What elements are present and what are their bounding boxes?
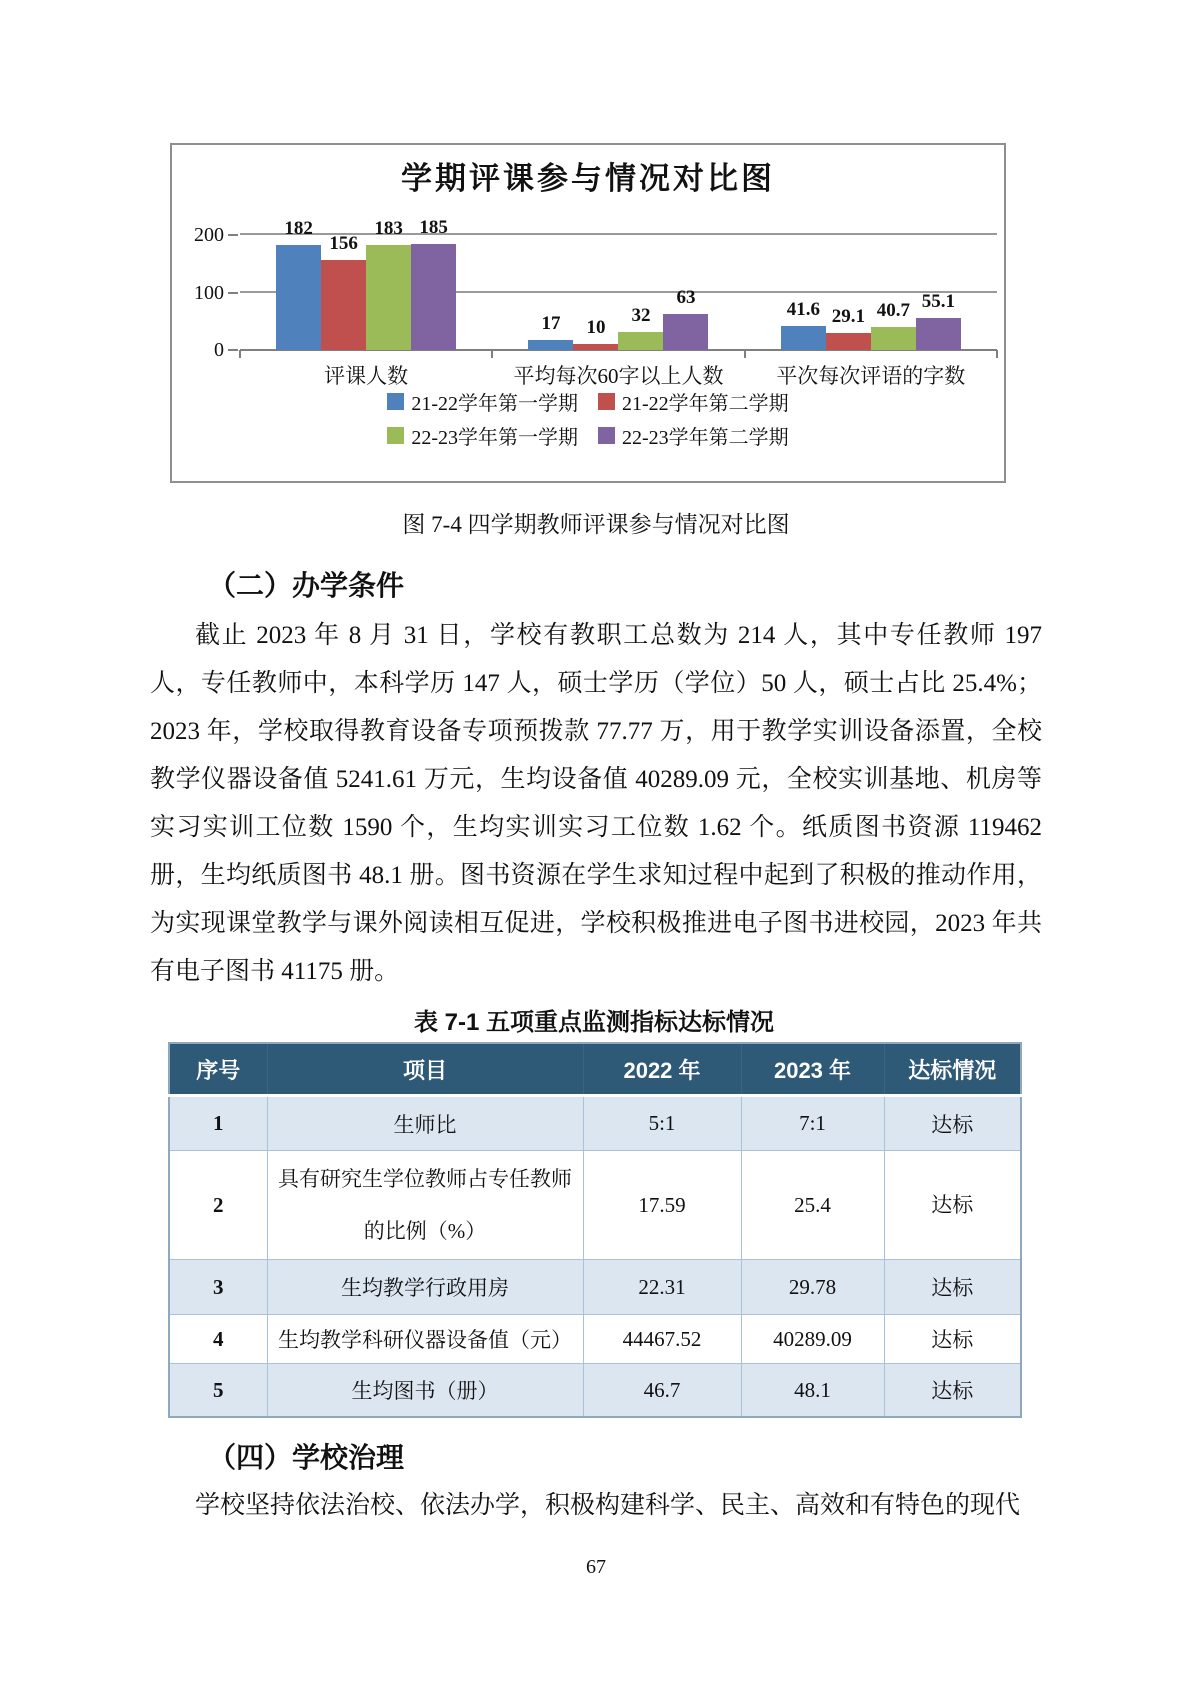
table-caption: 表 7-1 五项重点监测指标达标情况 (413, 1009, 775, 1036)
bar (411, 244, 456, 350)
table-cell: 达标 (884, 1315, 1021, 1364)
bar (573, 344, 618, 350)
legend-swatch (598, 427, 615, 444)
legend-item (387, 387, 578, 416)
bar-wrapper (826, 190, 871, 350)
table-cell: 5:1 (583, 1096, 741, 1151)
y-axis-tick-label: 200 (194, 224, 224, 246)
legend-label: 21-22学年第一学期 (411, 393, 578, 415)
legend-item (598, 421, 789, 450)
chart-plot-area (194, 190, 997, 388)
table-cell: 生师比 (267, 1096, 583, 1151)
legend-swatch (387, 393, 404, 410)
bar (663, 314, 708, 350)
category-group (492, 190, 744, 350)
bar (528, 340, 573, 350)
table-cell: 生均教学科研仪器设备值（元） (267, 1315, 583, 1364)
bar-wrapper (411, 190, 456, 350)
x-axis-tick (996, 350, 998, 358)
table-cell: 2 (169, 1151, 267, 1260)
y-axis-tick (228, 234, 238, 236)
x-axis-tick (744, 350, 746, 358)
table-cell: 1 (169, 1096, 267, 1151)
chart-legend (172, 387, 1004, 450)
bar-value-label: 185 (419, 216, 448, 238)
table-row (169, 1364, 1021, 1418)
section-heading-banxue-tiaojian: （二）办学条件 (208, 570, 405, 601)
bar-wrapper (871, 190, 916, 350)
bar (276, 245, 321, 350)
y-axis-tick-label: 0 (214, 339, 224, 361)
table-cell: 生均图书（册） (267, 1364, 583, 1418)
category-label: 平次每次评语的字数 (776, 364, 966, 388)
legend-label: 22-23学年第一学期 (411, 427, 578, 449)
bar (321, 260, 366, 350)
table-header-cell: 2022 年 (583, 1043, 741, 1096)
body-paragraph: 截止 2023 年 8 月 31 日，学校有教职工总数为 214 人，其中专任教师 197 人，专任教师中，本科学历 147 人，硕士学历（学位）50 人，硕士占比 25.4%；2023 年，学校取得教育设备专项预拨款 77.77 万，用于教学实训设备添置，全校教学仪器设备值 5241.61 万元，生均设备值 40289.09 元，全校实训基地、机房等实习实训工位数 1590 个，生均实训实习工位数 1.62 个。纸质图书资源 119462 册，生均纸质图书 48.1 册。图书资源在学生求知过程中起到了积极的推动作用，为实现课堂教学与课外阅读相互促进，学校积极推进电子图书进校园，2023 年共有电子图书 41175 册。 (150, 622, 1042, 985)
x-axis-tick (239, 350, 241, 358)
legend-label: 22-23学年第二学期 (622, 427, 789, 449)
bar-wrapper (276, 190, 321, 350)
legend-row (387, 421, 788, 450)
table-cell: 7:1 (741, 1096, 884, 1151)
table-cell: 达标 (884, 1096, 1021, 1151)
bar-value-label: 10 (586, 317, 606, 339)
bar-wrapper (366, 190, 411, 350)
bar-wrapper (663, 190, 708, 350)
table-header-row (169, 1043, 1021, 1096)
bar (916, 318, 961, 350)
bar-wrapper (781, 190, 826, 350)
bar (366, 245, 411, 350)
table-row (169, 1260, 1021, 1315)
table-cell: 22.31 (583, 1260, 741, 1315)
chart-title: 学期评课参与情况对比图 (401, 161, 775, 196)
table-cell: 4 (169, 1315, 267, 1364)
category-label-row (240, 360, 997, 390)
table-cell: 达标 (884, 1260, 1021, 1315)
y-axis-tick (228, 349, 238, 351)
bar-value-label: 29.1 (831, 306, 865, 328)
table-cell: 3 (169, 1260, 267, 1315)
table-row (169, 1096, 1021, 1151)
bar-wrapper (528, 190, 573, 350)
bar-value-label: 63 (676, 286, 696, 308)
table-row (169, 1315, 1021, 1364)
table-cell: 达标 (884, 1364, 1021, 1418)
legend-swatch (598, 393, 615, 410)
bar-wrapper (618, 190, 663, 350)
bar-wrapper (573, 190, 618, 350)
table-cell: 生均教学行政用房 (267, 1260, 583, 1315)
bar-wrapper (916, 190, 961, 350)
category-label: 评课人数 (324, 364, 409, 388)
table-cell: 44467.52 (583, 1315, 741, 1364)
bar-value-label: 32 (631, 304, 651, 326)
table-header-cell: 达标情况 (884, 1043, 1021, 1096)
table-cell: 40289.09 (741, 1315, 884, 1364)
bar (871, 327, 916, 350)
bar-value-label: 183 (374, 217, 403, 239)
category-label: 平均每次60字以上人数 (513, 364, 724, 388)
table-body (169, 1096, 1021, 1418)
category-group (240, 190, 492, 350)
category-group (745, 190, 997, 350)
y-axis-tick (228, 292, 238, 294)
y-axis-tick-label: 100 (194, 281, 224, 304)
table-cell: 29.78 (741, 1260, 884, 1315)
legend-row (387, 387, 788, 416)
table-cell: 5 (169, 1364, 267, 1418)
table-header-cell: 2023 年 (741, 1043, 884, 1096)
table-cell: 17.59 (583, 1151, 741, 1260)
bar-value-label: 182 (284, 218, 313, 240)
table-cell: 具有研究生学位教师占专任教师的比例（%） (267, 1151, 583, 1260)
bar (618, 332, 663, 350)
bar-value-label: 41.6 (786, 299, 820, 321)
section-heading-xuexiao-zhili: （四）学校治理 (208, 1442, 405, 1473)
figure-caption: 图 7-4 四学期教师评课参与情况对比图 (402, 512, 790, 537)
bar-value-label: 17 (541, 313, 561, 335)
bar-value-label: 55.1 (921, 291, 955, 313)
body-paragraph: 学校坚持依法治校、依法办学，积极构建科学、民主、高效和有特色的现代 (195, 1492, 1021, 1519)
bar-chart (170, 143, 1006, 483)
bar-value-label: 40.7 (876, 299, 910, 321)
metrics-table (168, 1042, 1022, 1418)
bar-wrapper (321, 190, 366, 350)
legend-swatch (387, 427, 404, 444)
x-axis-tick (491, 350, 493, 358)
table-cell: 达标 (884, 1151, 1021, 1260)
legend-label: 21-22学年第二学期 (622, 393, 789, 415)
bar (781, 326, 826, 350)
table-header-cell: 项目 (267, 1043, 583, 1096)
table-header-cell: 序号 (169, 1043, 267, 1096)
legend-item (387, 421, 578, 450)
table-cell: 48.1 (741, 1364, 884, 1418)
bar (826, 333, 871, 350)
page-number: 67 (586, 1556, 606, 1578)
bars-row (240, 190, 997, 350)
table-cell: 46.7 (583, 1364, 741, 1418)
legend-item (598, 387, 789, 416)
table-row (169, 1151, 1021, 1260)
bar-value-label: 156 (329, 233, 358, 255)
table-cell: 25.4 (741, 1151, 884, 1260)
